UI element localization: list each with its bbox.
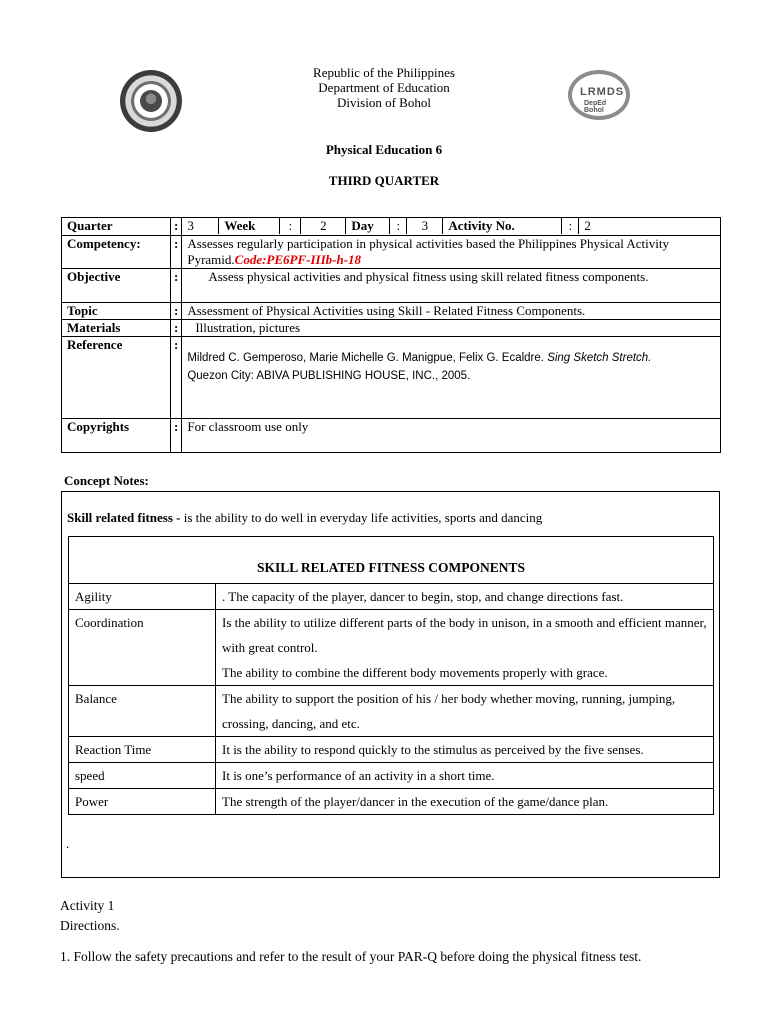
objective-label: Objective <box>62 269 171 303</box>
component-name: Agility <box>69 584 216 610</box>
materials-text: Illustration, pictures <box>182 320 721 337</box>
table-row <box>69 763 714 789</box>
component-desc: The ability to support the position of his / her body whether moving, running, jumping, crossing, dancing, and etc. <box>216 686 714 737</box>
topic-text: Assessment of Physical Activities using Skill - Related Fitness Components. <box>182 303 721 320</box>
subject-title: Physical Education 6 <box>325 142 443 157</box>
quarter-week-day-row: 3 Week : 2 Day : 3 Activity No. : 2 <box>182 218 720 234</box>
skill-table-title: SKILL RELATED FITNESS COMPONENTS <box>69 537 714 584</box>
lrmds-logo: LRMDS DepEd Bohol <box>568 70 630 120</box>
skill-fitness-definition: Skill related fitness - is the ability to do well in everyday life activities, sports and dancing <box>67 510 543 525</box>
concept-notes-heading: Concept Notes: <box>64 473 149 488</box>
table-row <box>69 789 714 815</box>
reference-label: Reference <box>62 337 171 419</box>
copyrights-text: For classroom use only <box>182 419 721 453</box>
component-desc: The strength of the player/dancer in the execution of the game/dance plan. <box>216 789 714 815</box>
day-label: Day <box>346 218 390 234</box>
component-desc: It is the ability to respond quickly to the stimulus as perceived by the five senses. <box>216 737 714 763</box>
component-name: Coordination <box>69 610 216 686</box>
competency-label: Competency: <box>62 236 171 269</box>
component-desc: . The capacity of the player, dancer to begin, stop, and change directions fast. <box>216 584 714 610</box>
topic-label: Topic <box>62 303 171 320</box>
component-name: Balance <box>69 686 216 737</box>
component-name: speed <box>69 763 216 789</box>
table-row <box>69 686 714 737</box>
directions-label: Directions. <box>60 918 120 933</box>
deped-seal-logo <box>120 70 182 132</box>
lesson-info-table: Quarter : 3 Week : 2 Day : 3 Activity No. : 2 Competency: : Assesses regularly participation in physical activities based the Philippines Physical Activity Pyramid.Code:PE6PF-IIIb-h-18 Objective : Assess physical activities and physical fitness using skill related fitness components. Topic : Assessment of Physical Activities using Skill - Related Fitness Components. Materials : Illustration, pictures Reference : Mildred C. Gemperoso, Marie Michelle G. Manigpue, Felix G. Ecaldre. Sing Sketch Stretch. Quezon City: ABIVA PUBLISHING HOUSE, INC., 2005. Copyrights : For classroom use only <box>61 217 721 453</box>
competency-code: Code:PE6PF-IIIb-h-18 <box>234 252 362 267</box>
materials-label: Materials <box>62 320 171 337</box>
component-desc: Is the ability to utilize different parts of the body in unison, in a smooth and efficient manner, with great control. The ability to combine the different body movements properly with grace. <box>216 610 714 686</box>
competency-text: Assesses regularly participation in physical activities based the Philippines Physical Activity Pyramid.Code:PE6PF-IIIb-h-18 <box>182 236 721 269</box>
component-desc: It is one’s performance of an activity in a short time. <box>216 763 714 789</box>
day-value: 3 <box>407 218 443 234</box>
component-name: Power <box>69 789 216 815</box>
header-department: Department of Education <box>318 80 450 95</box>
skill-components-table <box>68 536 714 815</box>
quarter-label: Quarter <box>62 218 171 236</box>
quarter-title: THIRD QUARTER <box>328 173 440 188</box>
reference-text: Mildred C. Gemperoso, Marie Michelle G. Manigpue, Felix G. Ecaldre. Sing Sketch Stretch. Quezon City: ABIVA PUBLISHING HOUSE, INC., 2005. <box>182 337 721 419</box>
copyrights-label: Copyrights <box>62 419 171 453</box>
table-row <box>69 737 714 763</box>
week-value: 2 <box>301 218 346 234</box>
header-republic: Republic of the Philippines <box>313 65 455 80</box>
header-division: Division of Bohol <box>337 95 431 110</box>
activity-no-value: 2 <box>584 218 591 233</box>
objective-text: Assess physical activities and physical fitness using skill related fitness components. <box>182 269 721 303</box>
quarter-value: 3 <box>182 218 219 234</box>
direction-item-1: 1. Follow the safety precautions and refer to the result of your PAR-Q before doing the physical fitness test. <box>60 949 642 964</box>
week-label: Week <box>219 218 280 234</box>
activity-title: Activity 1 <box>60 898 115 913</box>
table-row <box>69 610 714 686</box>
activity-no-label: Activity No. <box>443 218 562 234</box>
table-row <box>69 584 714 610</box>
component-name: Reaction Time <box>69 737 216 763</box>
stray-dot: . <box>66 836 70 851</box>
